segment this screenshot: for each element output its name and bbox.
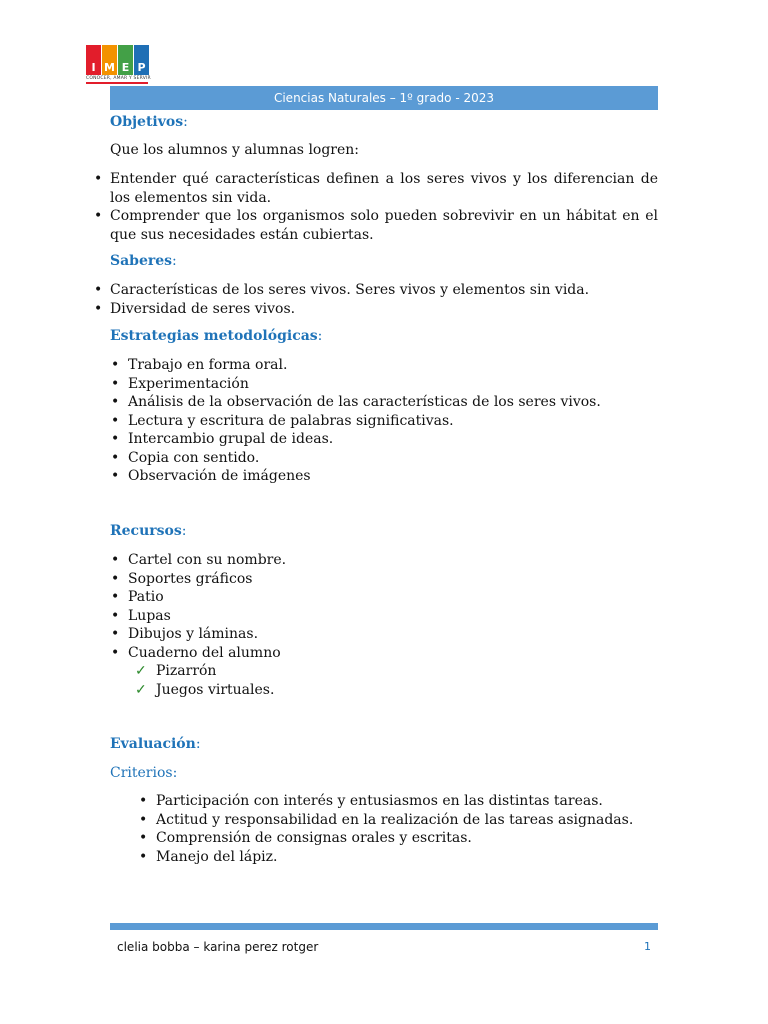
logo-underline — [86, 82, 148, 84]
recursos-check-list — [135, 662, 658, 699]
list-item: • Lectura y escritura de palabras significativas. — [111, 412, 454, 429]
footer-bar — [110, 923, 658, 930]
bullet: • — [94, 208, 103, 224]
logo-tile-p: P — [134, 45, 149, 75]
objetivos-list — [94, 170, 658, 244]
list-item: • Intercambio grupal de ideas. — [111, 431, 334, 447]
estrategias-heading: Estrategias metodológicas: — [110, 328, 323, 344]
imep-logo — [86, 45, 150, 85]
criterios-heading: Criterios: — [110, 765, 178, 781]
list-item: • Comprensión de consignas orales y escritas. — [139, 830, 472, 846]
list-item: ✓ Juegos virtuales. — [135, 681, 275, 698]
list-item: • Observación de imágenes — [111, 468, 311, 484]
list-item: ✓ Pizarrón — [135, 663, 217, 679]
list-item: • Copia con sentido. — [111, 449, 260, 466]
list-item: • Entender qué características definen a los seres vivos y los diferencian de los elementos sin vida. — [94, 171, 658, 206]
recursos-heading: Recursos: — [110, 523, 187, 539]
list-item: • Actitud y responsabilidad en la realización de las tareas asignadas. — [139, 811, 634, 828]
objetivos-heading: Objetivos: — [110, 114, 188, 130]
list-item: • Dibujos y láminas. — [111, 626, 259, 642]
list-item: • Participación con interés y entusiasmos en las distintas tareas. — [139, 793, 603, 809]
logo-tile-m: M — [102, 45, 117, 75]
recursos-list — [111, 551, 658, 662]
objetivos-intro: Que los alumnos y alumnas logren: — [110, 142, 360, 158]
estrategias-list — [111, 356, 658, 486]
saberes-heading: Saberes: — [110, 253, 177, 269]
logo-tiles — [86, 45, 150, 75]
checkmark-icon: ✓ — [135, 663, 147, 679]
list-item: • Diversidad de seres vivos. — [94, 300, 296, 317]
logo-tile-e: E — [118, 45, 133, 75]
list-item: • Análisis de la observación de las características de los seres vivos. — [111, 394, 601, 410]
list-item: • Experimentación — [111, 375, 249, 392]
logo-tagline: CONOCER, AMAR Y SERVIR — [86, 76, 151, 81]
list-item: • Soportes gráficos — [111, 570, 253, 587]
list-item: • Cuaderno del alumno — [111, 644, 281, 661]
list-item: • Trabajo en forma oral. — [111, 357, 288, 373]
saberes-list — [94, 281, 658, 318]
header-bar: Ciencias Naturales – 1º grado - 2023 — [110, 86, 658, 110]
list-item: • Patio — [111, 589, 164, 605]
list-item: • Lupas — [111, 607, 171, 624]
list-item: • Características de los seres vivos. Seres vivos y elementos sin vida. — [94, 282, 590, 298]
logo-tile-i: I — [86, 45, 101, 75]
bullet: • — [94, 171, 103, 187]
evaluacion-heading: Evaluación: — [110, 736, 201, 752]
criterios-list — [139, 792, 658, 866]
list-item: • Comprender que los organismos solo pueden sobrevivir en un hábitat en el que sus necesidades están cubiertas. — [94, 208, 658, 243]
checkmark-icon: ✓ — [135, 681, 147, 698]
page-number: 1 — [644, 940, 651, 953]
list-item: • Cartel con su nombre. — [111, 552, 287, 568]
footer-authors: clelia bobba – karina perez rotger — [117, 940, 319, 954]
list-item: • Manejo del lápiz. — [139, 848, 278, 865]
